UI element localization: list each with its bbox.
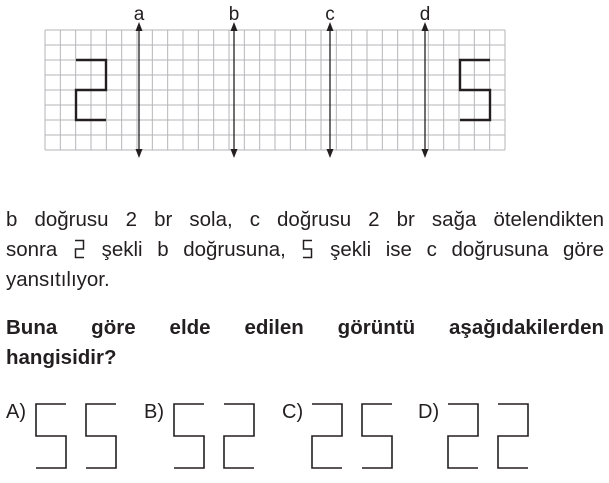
digit-5-shape <box>174 404 204 468</box>
digit-2-shape <box>312 404 342 468</box>
problem-statement <box>6 205 604 295</box>
option-c[interactable] <box>282 398 407 476</box>
option-a[interactable] <box>6 398 131 476</box>
inline-digit-5-shape-icon <box>302 239 313 259</box>
option-c-label: C) <box>282 401 304 423</box>
statement-line-2-end: şekli ise c doğrusuna göre <box>330 238 605 261</box>
option-b[interactable] <box>144 398 269 476</box>
option-c-shapes <box>308 398 408 476</box>
question-prompt <box>6 313 604 373</box>
reference-line-label: d <box>419 4 431 25</box>
arrow-down-icon <box>136 149 143 158</box>
reference-line-label: c <box>325 4 335 25</box>
digit-2-shape <box>448 404 478 468</box>
digit-5-shape <box>362 404 392 468</box>
option-b-label: B) <box>144 401 164 423</box>
option-b-shapes <box>170 398 270 476</box>
prompt-line-1: Buna göre elde edilen görüntü aşağıdakilerden <box>6 316 604 339</box>
digit-2-shape <box>224 404 254 468</box>
arrow-down-icon <box>327 149 334 158</box>
reference-line-label: b <box>228 4 240 25</box>
digit-2-shape <box>498 404 528 468</box>
grid-figure <box>0 0 609 170</box>
statement-line-3: yansıtılıyor. <box>6 268 110 291</box>
option-d-shapes <box>444 398 544 476</box>
statement-line-2 <box>6 235 604 265</box>
arrow-down-icon <box>231 149 238 158</box>
prompt-line-2: hangisidir? <box>6 346 117 369</box>
option-a-label: A) <box>6 401 26 423</box>
option-a-shapes <box>32 398 132 476</box>
statement-line-2-middle: şekli b doğrusuna, <box>101 238 286 261</box>
statement-line-1: b doğrusu 2 br sola, c doğrusu 2 br sağa ötelendikten <box>6 208 604 231</box>
inline-digit-2-shape-icon <box>74 239 85 259</box>
reference-line-labels <box>134 4 431 25</box>
option-d-label: D) <box>418 401 440 423</box>
statement-line-2-start: sonra <box>6 238 58 261</box>
arrow-down-icon <box>422 149 429 158</box>
grid-lines <box>45 30 505 150</box>
option-d[interactable] <box>418 398 543 476</box>
digit-5-shape <box>460 60 490 120</box>
digit-5-shape <box>36 404 66 468</box>
reference-line-label: a <box>133 4 145 25</box>
digit-5-shape <box>86 404 116 468</box>
